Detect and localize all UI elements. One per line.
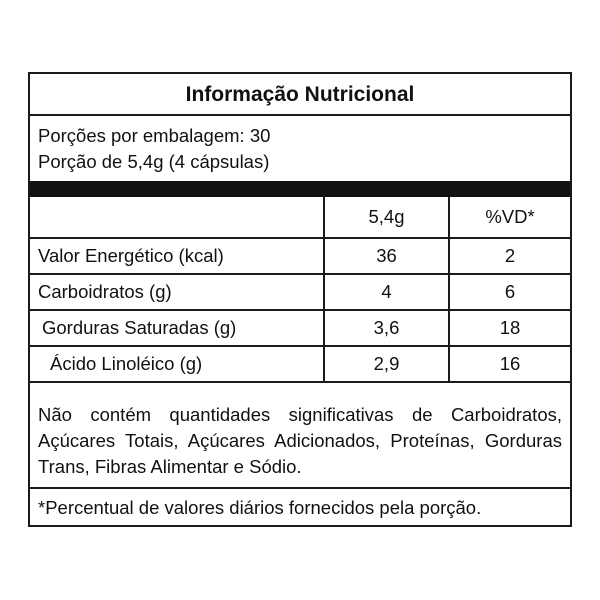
table-row [30,346,570,382]
nutrient-dv: 2 [449,238,570,274]
footnote-divider [30,487,570,489]
header-cell-amount: 5,4g [324,197,449,238]
nutrient-label: Valor Energético (kcal) [30,238,324,274]
disclaimer-note: Não contém quantidades significativas de Carboidratos, Açúcares Totais, Açúcares Adicionados, Proteínas, Gorduras Trans, Fibras Alimentar e Sódio. [38,404,562,477]
nutrient-amount: 36 [324,238,449,274]
footnote: *Percentual de valores diários fornecidos pela porção. [38,497,482,518]
nutrition-facts-panel [28,72,572,527]
nutrient-amount: 2,9 [324,346,449,382]
nutrient-amount: 3,6 [324,310,449,346]
nutrient-dv: 6 [449,274,570,310]
serving-info [38,123,270,175]
header-cell-dv: %VD* [449,197,570,238]
nutrient-dv: 16 [449,346,570,382]
servings-per-package: Porções por embalagem: 30 [38,125,271,146]
nutrient-label: Gorduras Saturadas (g) [30,310,324,346]
nutrient-label: Carboidratos (g) [30,274,324,310]
table-row [30,238,570,274]
panel-title: Informação Nutricional [30,74,570,116]
header-cell-empty [30,197,324,238]
nutrient-amount: 4 [324,274,449,310]
nutrient-label: Ácido Linoléico (g) [30,346,324,382]
table-row [30,274,570,310]
table-row [30,310,570,346]
nutrition-table [30,197,570,383]
nutrient-dv: 18 [449,310,570,346]
serving-size: Porção de 5,4g (4 cápsulas) [38,151,270,172]
table-header-row [30,197,570,238]
section-divider-bar [30,181,570,197]
